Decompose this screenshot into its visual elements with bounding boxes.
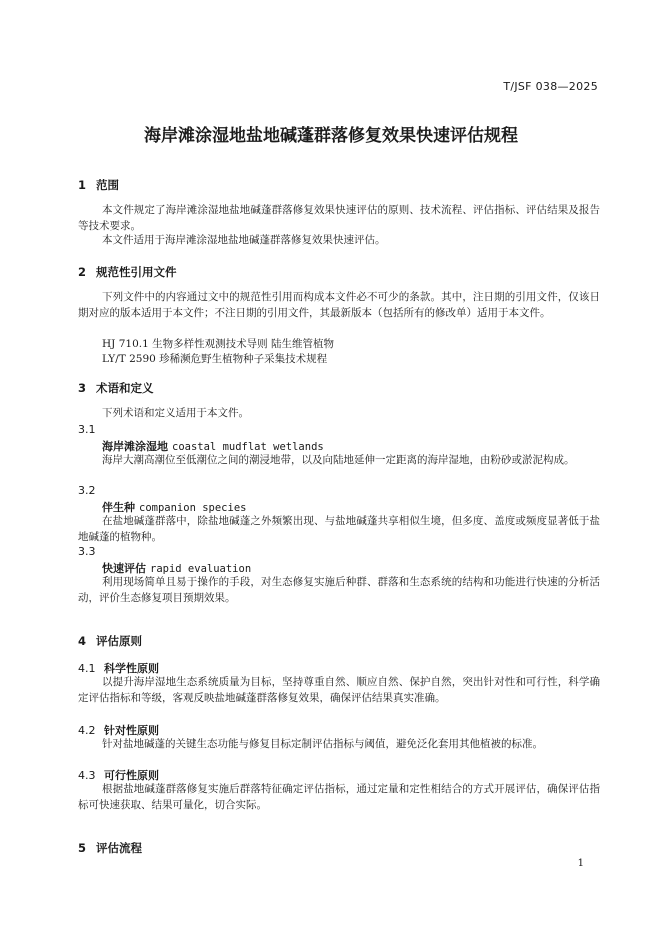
section-number: 4 <box>78 634 87 648</box>
subsection-paragraph: 针对盐地碱蓬的关键生态功能与修复目标定制评估指标与阈值，避免泛化套用其他植被的标准。 <box>102 738 543 750</box>
section-title: 范围 <box>96 178 119 192</box>
section-3-intro: 下列术语和定义适用于本文件。 <box>102 407 249 419</box>
section-number: 5 <box>78 841 87 855</box>
subsection-heading <box>78 767 159 783</box>
section-3-heading <box>78 380 154 396</box>
subsection-title: 可行性原则 <box>104 769 159 782</box>
term-number: 3.2 <box>78 484 96 497</box>
subsection-number: 4.3 <box>78 769 96 782</box>
term-heading <box>102 560 251 576</box>
term-chinese: 海岸滩涂湿地 <box>102 440 168 453</box>
term-heading <box>102 499 246 515</box>
section-1-heading <box>78 177 119 193</box>
term-definition: 海岸大潮高潮位至低潮位之间的潮浸地带，以及向陆地延伸一定距离的海岸湿地，由粉砂或淤泥构成。 <box>102 454 575 466</box>
section-title: 术语和定义 <box>96 381 154 395</box>
term-heading <box>102 438 324 454</box>
section-number: 2 <box>78 265 87 279</box>
term-english: companion species <box>139 502 247 514</box>
standard-code: T/JSF 038—2025 <box>503 80 598 93</box>
subsection-paragraph: 根据盐地碱蓬群落修复实施后群落特征确定评估指标，通过定量和定性相结合的方式开展评估，确保评估指标可快速获取、结果可量化，切合实际。 <box>78 783 600 811</box>
term-chinese: 伴生种 <box>102 501 135 514</box>
section-title: 评估原则 <box>96 634 142 648</box>
term-chinese: 快速评估 <box>102 562 146 575</box>
section-number: 3 <box>78 381 87 395</box>
section-4-heading <box>78 633 142 649</box>
term-english: rapid evaluation <box>150 563 252 575</box>
normative-reference-1: HJ 710.1 生物多样性观测技术导则 陆生维管植物 <box>102 338 334 350</box>
term-number: 3.1 <box>78 423 96 436</box>
subsection-number: 4.2 <box>78 724 96 737</box>
section-title: 规范性引用文件 <box>96 265 177 279</box>
subsection-title: 针对性原则 <box>104 724 159 737</box>
subsection-heading <box>78 722 159 738</box>
section-number: 1 <box>78 178 87 192</box>
subsection-title: 科学性原则 <box>104 662 159 675</box>
page-number: 1 <box>577 858 584 869</box>
term-definition: 利用现场简单且易于操作的手段，对生态修复实施后种群、群落和生态系统的结构和功能进行快速的分析活动，评价生态修复项目预期效果。 <box>78 576 600 604</box>
subsection-heading <box>78 660 159 676</box>
term-english: coastal mudflat wetlands <box>172 441 324 453</box>
document-title: 海岸滩涂湿地盐地碱蓬群落修复效果快速评估规程 <box>144 126 518 146</box>
section-2-heading <box>78 264 177 280</box>
term-number: 3.3 <box>78 545 96 558</box>
section-1-paragraph-2: 本文件适用于海岸滩涂湿地盐地碱蓬群落修复效果快速评估。 <box>102 234 386 246</box>
section-5-heading <box>78 840 142 856</box>
subsection-number: 4.1 <box>78 662 96 675</box>
term-definition: 在盐地碱蓬群落中，除盐地碱蓬之外频繁出现、与盐地碱蓬共享相似生境，但多度、盖度或频度显著低于盐地碱蓬的植物种。 <box>78 515 600 543</box>
section-title: 评估流程 <box>96 841 142 855</box>
normative-reference-2: LY/T 2590 珍稀濒危野生植物种子采集技术规程 <box>102 353 328 365</box>
subsection-paragraph: 以提升海岸湿地生态系统质量为目标，坚持尊重自然、顺应自然、保护自然，突出针对性和可行性，科学确定评估指标和等级，客观反映盐地碱蓬群落修复效果，确保评估结果真实准确。 <box>78 676 600 704</box>
section-2-paragraph-1: 下列文件中的内容通过文中的规范性引用而构成本文件必不可少的条款。其中，注日期的引用文件，仅该日期对应的版本适用于本文件；不注日期的引用文件，其最新版本（包括所有的修改单）适用于本文件。 <box>78 291 600 319</box>
section-1-paragraph-1: 本文件规定了海岸滩涂湿地盐地碱蓬群落修复效果快速评估的原则、技术流程、评估指标、评估结果及报告等技术要求。 <box>78 204 600 232</box>
